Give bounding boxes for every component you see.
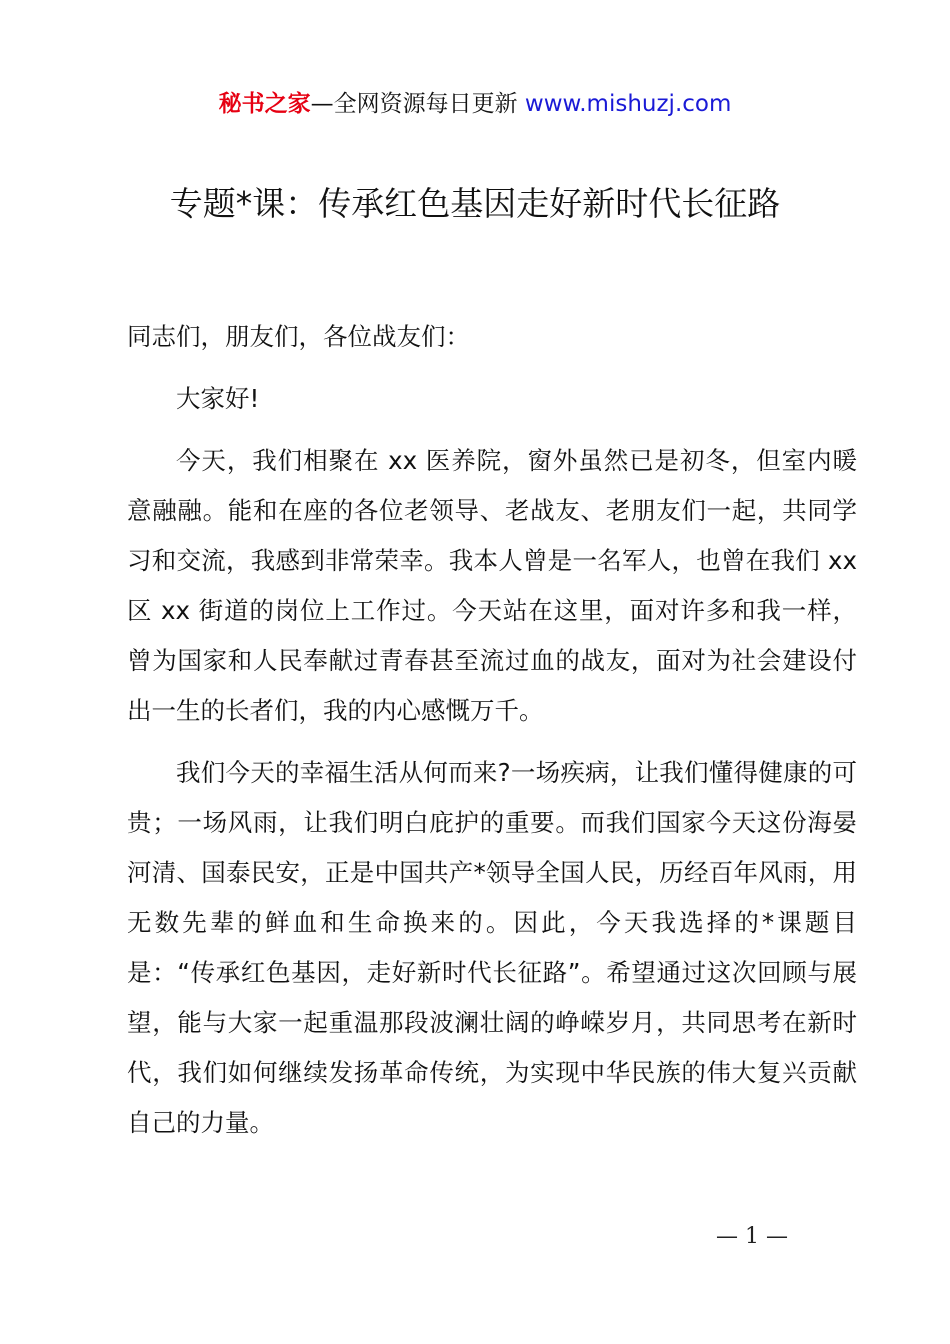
document-title: 专题*课：传承红色基因走好新时代长征路 (169, 184, 781, 223)
paragraph: 今天，我们相聚在 xx 医养院，窗外虽然已是初冬，但室内暖意融融。能和在座的各位老领导、老战友、老朋友们一起，共同学习和交流，我感到非常荣幸。我本人曾是一名军人，也曾在我们 xx 区 xx 街道的岗位上工作过。今天站在这里，面对许多和我一样，曾为国家和人民奉献过青春甚至流过血的战友，面对为社会建设付出一生的长者们，我的内心感慨万千。 (127, 446, 857, 725)
header-tagline: —全网资源每日更新 (310, 91, 518, 117)
site-url-link[interactable]: www.mishuzj.com (524, 91, 732, 117)
paragraph: 大家好! (176, 384, 260, 413)
salutation: 同志们，朋友们，各位战友们： (127, 322, 470, 351)
brand-name: 秘书之家 (218, 91, 311, 117)
paragraph: 我们今天的幸福生活从何而来?一场疾病，让我们懂得健康的可贵；一场风雨，让我们明白庇护的重要。而我们国家今天这份海晏河清、国泰民安，正是中国共产*领导全国人民，历经百年风雨，用无数先辈的鲜血和生命换来的。因此，今天我选择的*课题目是：“传承红色基因，走好新时代长征路”。希望通过这次回顾与展望，能与大家一起重温那段波澜壮阔的峥嵘岁月，共同思考在新时代，我们如何继续发扬革命传统，为实现中华民族的伟大复兴贡献自己的力量。 (127, 758, 857, 1137)
site-header (0, 88, 950, 120)
page-number: — 1 — (716, 1224, 788, 1249)
document-body (127, 312, 857, 1160)
